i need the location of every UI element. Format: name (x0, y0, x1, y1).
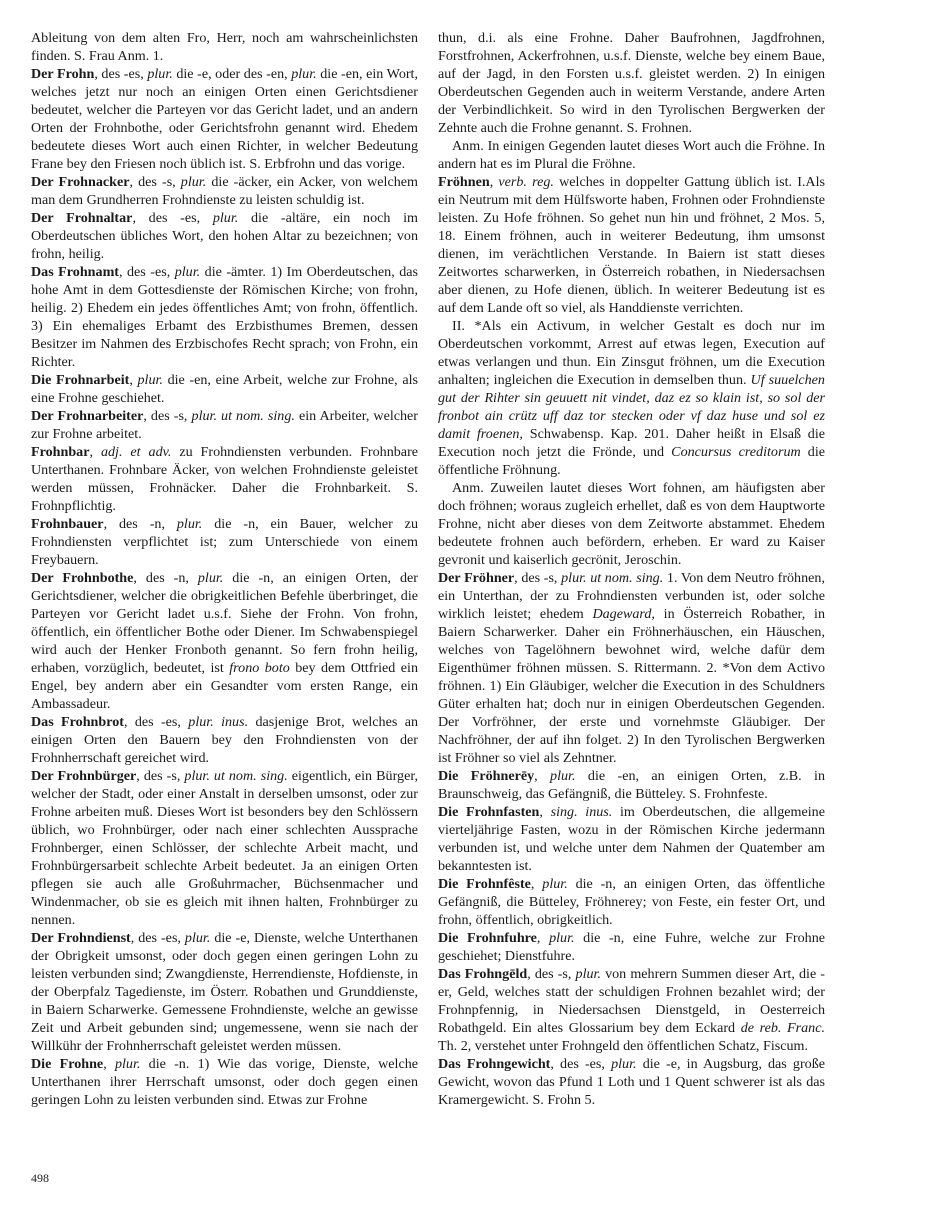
headword: Frohnbauer (31, 516, 104, 532)
entry-text: , des -s, (143, 408, 192, 424)
entry-text: die -n, an einigen Orten, das öffentliche Gefängniß, die Bütteley, Fröhnerey; von Feste, ein fester Ort, und frohn, öffentlich, obrigkeitlich. (438, 876, 826, 928)
entry-text: , (89, 444, 101, 460)
italic-text: plur. (184, 930, 211, 946)
dictionary-entry (438, 803, 825, 875)
entry-text: dasjenige Brot, welches an einigen Orten den Bauern bey den Frohndiensten von der Frohnherrschaft gereichet wird. (31, 714, 418, 766)
entry-text: , (129, 372, 138, 388)
entry-text: , des -n, (103, 516, 177, 532)
italic-text: plur. (291, 66, 317, 82)
entry-text: eigentlich, ein Bürger, welcher der Stadt, oder einer Anstalt in derselben umsonst, oder zur Frohne arbeiten muß. Dieses Wort ist besonders bey den Schlössern üblich, wo Frohnbürger, oder nach einer schlechten Aussprache Frohnberger, einen Schlösser, der schlechte Arbeit macht, und Frohnbürgersarbeit schlechte Arbeit bedeutet. Ja an einigen Orten pflegen sie auch alle Großuhrmacher, Büchsenmacher und Windenmacher, ob sie es gleich mit ihnen halten, Frohnbürger zu nennen. (31, 768, 418, 928)
entry-text: 1. Von dem Neutro fröhnen, ein Unterthan, der zu Frohndiensten verbunden ist, oder solche wirklich leistet; ehedem (438, 570, 825, 622)
headword: Der Frohnaltar (31, 210, 133, 226)
entry-text: von mehrern Summen dieser Art, die -er, Geld, welches statt der schuldigen Frohnen bezahlet wird; der Frohnpfennig, in Niedersachsen Dienstgeld, in Oesterreich Robathgeld. Ein altes Glossarium bey dem Eckard (438, 966, 825, 1036)
headword: Die Fröhnerēy (438, 768, 535, 784)
entry-text: , des -s, (136, 768, 185, 784)
dictionary-entry (31, 713, 418, 767)
entry-text: zu Frohndiensten verbunden. Frohnbare Unterthanen. Frohnbare Äcker, von welchen Frohndienste geleistet werden müssen, Frohnäcker. Daher die Frohnbarkeit. S. Frohnpflichtig. (31, 444, 419, 514)
italic-text: plur. (147, 66, 173, 82)
italic-text: plur. ut nom. sing. (191, 408, 295, 424)
headword: Der Frohndienst (31, 930, 131, 946)
entry-text: Schwabensp. Kap. 201. Daher heißt in Elsaß die Execution noch jetzt die Frönde, und (438, 426, 826, 460)
dictionary-entry (438, 137, 825, 173)
headword: Die Frohne (31, 1056, 104, 1072)
entry-text: die -altäre, ein noch im Oberdeutschen übliches Wort, den hohen Altar zu bezeichnen; von frohn, heilig. (31, 210, 419, 262)
italic-text: Dageward, (592, 606, 655, 622)
dictionary-entry (31, 371, 418, 407)
entry-text: die -n, eine Fuhre, welche zur Frohne geschiehet; Dienstfuhre. (438, 930, 825, 964)
entry-text: in Österreich Robather, in Baiern Scharwerker. Daher ein Fröhnerhäuschen, ein Häuschen, welches von Tagelöhnern bewohnet wird, welche dafür dem Eigenthümer fröhnen müssen. S. Rittermann. 2. *Von dem Activo fröhnen. 1) Ein Gläubiger, welcher die Execution in des Schuldners Güter erhalten hat; doch nur in einigen Oberdeutschen Gegenden. Der Vorfröhner, der erste und vornehmste Gläubiger. Der Nachfröhner, der auf ihn folget. 2) In den Tyrolischen Bergwerken ist Fröhner so viel als Zehntner. (438, 606, 825, 766)
italic-text: plur. (542, 876, 568, 892)
right-column (438, 29, 825, 1109)
entry-text: die -n, an einigen Orten, der Gerichtsdiener, welcher die obrigkeitlichen Befehle überbringet, die Parteyen vor Gericht ladet u.s.f. Siehe der Frohn. Von frohn, öffentlich, ein öffentlicher Bothe oder Diener. Im Schwabenspiegel wird auch der Henker Fronboth genannt. So fern frohn heilig, erhaben, vorzüglich, bedeutet, ist (31, 570, 418, 676)
headword: Der Frohnacker (31, 174, 130, 190)
italic-text: de reb. Franc. (740, 1020, 825, 1036)
entry-text: , (539, 804, 551, 820)
italic-text: plur. (114, 1056, 141, 1072)
entry-text: , (489, 174, 499, 190)
left-column (31, 29, 418, 1109)
entry-text: die -e, Dienste, welche Unterthanen der Obrigkeit umsonst, oder doch gegen einen geringen Lohn zu leisten verbunden sind; Zwangdienste, Herrendienste, Hofdienste, in der Oberpfalz Tagedienste, im Österr. Robathen und Grunddienste, in Baiern Scharwerke. Gemessene Frohndienste, welche an gewisse Zeit und Arbeit gebunden sind; ungemessene, wenn sie nach der Willkühr der Frohnherrschaft geleistet werden müssen. (31, 930, 418, 1054)
dictionary-entry (438, 965, 825, 1055)
italic-text: plur. inus. (188, 714, 249, 730)
dictionary-entry (31, 515, 418, 569)
entry-text: die -en, eine Arbeit, welche zur Frohne, als eine Frohne geschiehet. (31, 372, 418, 406)
dictionary-entry (31, 569, 418, 713)
italic-text: plur. (212, 210, 239, 226)
entry-text: Anm. In einigen Gegenden lautet dieses Wort auch die Fröhne. In andern hat es im Plural die Fröhne. (438, 138, 825, 172)
italic-text: adj. et adv. (100, 444, 172, 460)
headword: Der Frohnbürger (31, 768, 137, 784)
entry-text: , des -es, (132, 210, 213, 226)
headword: Frohnbar (31, 444, 90, 460)
dictionary-entry (438, 479, 825, 569)
entry-text: , des -es, (130, 930, 185, 946)
italic-text: plur. (611, 1056, 637, 1072)
headword: Das Frohngewicht (438, 1056, 551, 1072)
entry-text: , des -es, (550, 1056, 612, 1072)
dictionary-entry (31, 65, 418, 173)
entry-text: welches in doppelter Gattung üblich ist. I.Als ein Neutrum mit dem Hülfsworte haben, Frohnen oder Frohndienste leisten. Zu Hofe fröhnen. So gehet nun hin und fröhnet, 2 Mos. 5, 18. Einem fröhnen, auch in weiterer Bedeutung, ihm umsonst dienen, im verächtlichen Verstande. In Baiern ist statt dieses Zeitwortes scharwerken, in Österreich robathen, in Niedersachsen aber dienen, zu Hofe dienen, üblich. In weiterer Bedeutung ist es auf dem Lande oft so viel, als Handdienste verrichten. (438, 174, 825, 316)
entry-text: die -ämter. 1) Im Oberdeutschen, das hohe Amt in dem Gottesdienste der Römischen Kirche; von frohn, heilig. 2) Ehedem ein jedes öffentliches Amt; von frohn, öffentlich. 3) Ein ehemaliges Erbamt des Erzbisthumes Bremen, dessen Besitzer im Nahmen des Erzbischofes Recht sprach; von Frohn, ein Richter. (31, 264, 418, 370)
italic-text: plur. (575, 966, 601, 982)
headword: Das Frohnamt (31, 264, 119, 280)
entry-text: die -en, ein Wort, welches jetzt nur noch an einigen Orten einen Gerichtsdiener bedeutet, welcher die Parteyen vor das Gericht ladet, und an andern Orten der Frohnbothe, oder Gerichtsfrohn genannt wird. Ehedem bedeutete dieses Wort auch einen Richter, in welcher Bedeutung Frane bey den Friesen noch üblich ist. S. Erbfrohn und das vorige. (31, 66, 418, 172)
entry-text: Anm. Zuweilen lautet dieses Wort fohnen, am häufigsten aber doch fröhnen; woraus zugleich erhellet, daß es von dem Hauptworte Frohne, nicht aber dieses von dem Zeitworte abstammet. Ehedem bedeutete frohnen auch befördern, erheben. Er ward zu Kaiser gevronit und kaiserlich gecrönit, Jeroschin. (438, 480, 825, 568)
italic-text: plur. ut nom. sing. (184, 768, 288, 784)
headword: Die Frohnarbeit (31, 372, 130, 388)
dictionary-entry (31, 173, 418, 209)
headword: Die Frohnfuhre (438, 930, 537, 946)
italic-text: Uf suuelchen gut der Rihter sin geuuett nit vindet, daz ez so klain ist, so sol der fronbot ain crütz uff daz tor stecken oder vf daz huse und sol ez damit froenen, (438, 372, 825, 442)
dictionary-entry (31, 929, 418, 1055)
entry-text: , (530, 876, 543, 892)
entry-text: , (534, 768, 551, 784)
italic-text: plur. ut nom. sing. (561, 570, 664, 586)
italic-text: frono boto (229, 660, 290, 676)
entry-text: , des -es, (94, 66, 148, 82)
entry-text: , des -es, (119, 264, 175, 280)
entry-text: , des -n, (133, 570, 198, 586)
italic-text: plur. (176, 516, 203, 532)
dictionary-entry (31, 407, 418, 443)
dictionary-entry (438, 317, 825, 479)
headword: Der Frohnarbeiter (31, 408, 144, 424)
dictionary-entry (438, 929, 825, 965)
entry-text: die öffentliche Fröhnung. (438, 444, 825, 478)
entry-text: , des -s, (527, 966, 576, 982)
dictionary-entry (438, 569, 825, 767)
italic-text: plur. (180, 174, 207, 190)
dictionary-entry (31, 29, 418, 65)
dictionary-entry (31, 1055, 418, 1109)
entry-text: thun, d.i. als eine Frohne. Daher Baufrohnen, Jagdfrohnen, Forstfrohnen, Ackerfrohnen, u.s.f. Dienste, welche bey einem Baue, auf der Jagd, in den Forsten u.s.f. gleistet werden. 2) In einigen Oberdeutschen Gegenden auch in weiterm Verstande, andere Arten der Verbindlichkeit. So wird in den Tyrolischen Bergwerken der Zehnte auch die Frohne genannt. S. Frohnen. (438, 30, 825, 136)
italic-text: sing. inus. (550, 804, 613, 820)
dictionary-entry (31, 767, 418, 929)
entry-text: im Oberdeutschen, die allgemeine vierteljährige Fasten, wozu in der Römischen Kirche jedermann verbunden ist, und welche unter dem Nahmen der Quatember am bekanntesten ist. (438, 804, 825, 874)
entry-text: , des -s, (514, 570, 562, 586)
dictionary-entry (31, 443, 418, 515)
entry-text: II. *Als ein Activum, in welcher Gestalt es doch nur im Oberdeutschen vorkommt, Arrest auf etwas legen, Execution auf etwas verlangen und thun. Ein Zinsgut fröhnen, um die Execution anhalten; ingleichen die Execution in demselben thun. (438, 318, 825, 388)
italic-text: plur. (137, 372, 163, 388)
italic-text: Concursus creditorum (671, 444, 801, 460)
headword: Fröhnen (438, 174, 490, 190)
dictionary-entry (438, 1055, 825, 1109)
page-number: 498 (31, 1171, 49, 1185)
entry-text: die -en, an einigen Orten, z.B. in Braunschweig, das Gefängniß, die Bütteley. S. Frohnfeste. (438, 768, 825, 802)
headword: Der Frohn (31, 66, 95, 82)
dictionary-entry (31, 263, 418, 371)
entry-text: Ableitung von dem alten Fro, Herr, noch am wahrscheinlichsten finden. S. Frau Anm. 1. (31, 30, 418, 64)
italic-text: plur. (549, 930, 575, 946)
dictionary-entry (438, 29, 825, 137)
headword: Der Fröhner (438, 570, 515, 586)
dictionary-entry (438, 173, 825, 317)
italic-text: verb. reg. (498, 174, 554, 190)
italic-text: plur. (197, 570, 224, 586)
entry-text: , (536, 930, 550, 946)
entry-text: die -n. 1) Wie das vorige, Dienste, welche Unterthanen ihrer Herrschaft umsonst, oder doch gegen einen geringen Lohn zu leisten verbunden sind. Etwas zur Frohne (31, 1056, 418, 1108)
entry-text: Th. 2, verstehet unter Frohngeld den öffentlichen Schatz, Fiscum. (438, 1038, 809, 1054)
entry-text: , des -s, (129, 174, 181, 190)
headword: Der Frohnbothe (31, 570, 134, 586)
headword: Das Frohnbrot (31, 714, 124, 730)
entry-text: die -äcker, ein Acker, von welchem man dem Grundherren Frohndienste zu leisten schuldig ist. (31, 174, 418, 208)
entry-text: ein Arbeiter, welcher zur Frohne arbeitet. (31, 408, 419, 442)
headword: Das Frohngēld (438, 966, 528, 982)
entry-text: bey dem Ottfried ein Engel, bey andern aber ein Gesandter vom ersten Range, ein Ambassadeur. (31, 660, 418, 712)
headword: Die Frohnfêste (438, 876, 531, 892)
entry-text: , (103, 1056, 115, 1072)
entry-text: die -n, ein Bauer, welcher zu Frohndiensten verpflichtet ist; zum Unterschiede von einem Freybauern. (31, 516, 418, 568)
entry-text: , des -es, (123, 714, 189, 730)
italic-text: plur. (550, 768, 576, 784)
dictionary-entry (31, 209, 418, 263)
dictionary-entry (438, 767, 825, 803)
entry-text: die -e, in Augsburg, das große Gewicht, wovon das Pfund 1 Loth und 1 Quent schwerer ist als das Kramergewicht. S. Frohn 5. (438, 1056, 826, 1108)
headword: Die Frohnfasten (438, 804, 540, 820)
italic-text: plur. (174, 264, 201, 280)
entry-text: die -e, oder des -en, (172, 66, 292, 82)
dictionary-entry (438, 875, 825, 929)
